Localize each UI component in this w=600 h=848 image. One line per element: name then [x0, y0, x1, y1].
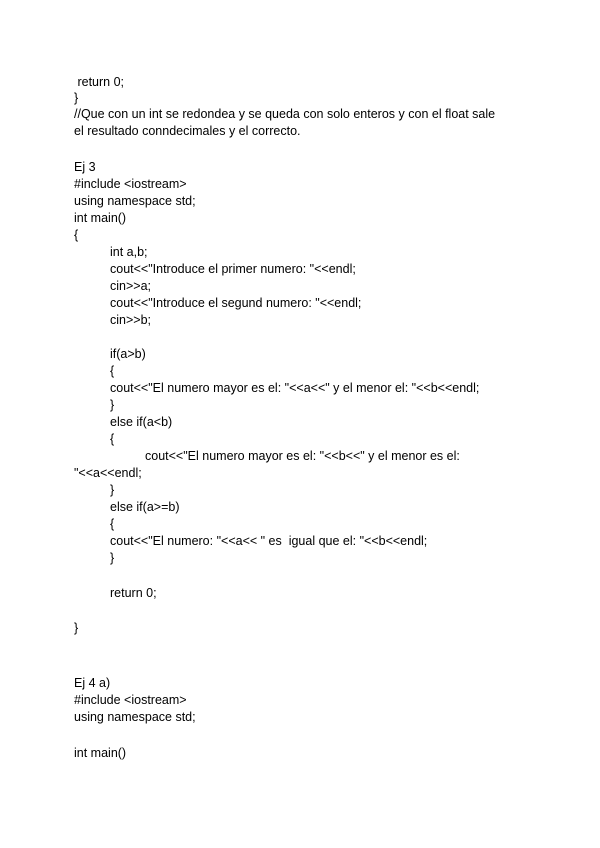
text-line: else if(a<b)	[110, 415, 173, 429]
text-line: cout<<"El numero mayor es el: "<<b<<" y el menor es el:	[145, 449, 460, 463]
text-line: {	[74, 228, 79, 242]
text-line: cout<<"Introduce el segund numero: "<<endl;	[110, 296, 362, 310]
text-line: int a,b;	[110, 245, 148, 259]
text-line: else if(a>=b)	[110, 500, 180, 514]
text-line: {	[110, 432, 115, 446]
text-line: return 0;	[74, 75, 125, 89]
text-line: }	[110, 551, 115, 565]
section-heading: Ej 3	[74, 160, 96, 174]
text-line: if(a>b)	[110, 347, 146, 361]
text-line: cout<<"El numero: "<<a<< " es igual que el: "<<b<<endl;	[110, 534, 428, 548]
section-heading: Ej 4 a)	[74, 676, 111, 690]
text-line: return 0;	[110, 586, 157, 600]
text-line: el resultado conndecimales y el correcto.	[74, 124, 301, 138]
text-line: }	[110, 483, 115, 497]
text-line: #include <iostream>	[74, 177, 187, 191]
text-line: }	[110, 398, 115, 412]
text-line: {	[110, 364, 115, 378]
text-line: #include <iostream>	[74, 693, 187, 707]
text-line: int main()	[74, 211, 127, 225]
text-line: cout<<"Introduce el primer numero: "<<endl;	[110, 262, 356, 276]
text-line: cin>>a;	[110, 279, 152, 293]
text-line: int main()	[74, 746, 127, 760]
text-line: //Que con un int se redondea y se queda con solo enteros y con el float sale	[74, 107, 496, 121]
text-line: "<<a<<endl;	[74, 466, 142, 480]
text-line: cout<<"El numero mayor es el: "<<a<<" y el menor el: "<<b<<endl;	[110, 381, 480, 395]
text-line: {	[110, 517, 115, 531]
text-line: using namespace std;	[74, 710, 196, 724]
text-line: cin>>b;	[110, 313, 152, 327]
text-line: }	[74, 621, 79, 635]
text-line: }	[74, 91, 79, 105]
text-line: using namespace std;	[74, 194, 196, 208]
